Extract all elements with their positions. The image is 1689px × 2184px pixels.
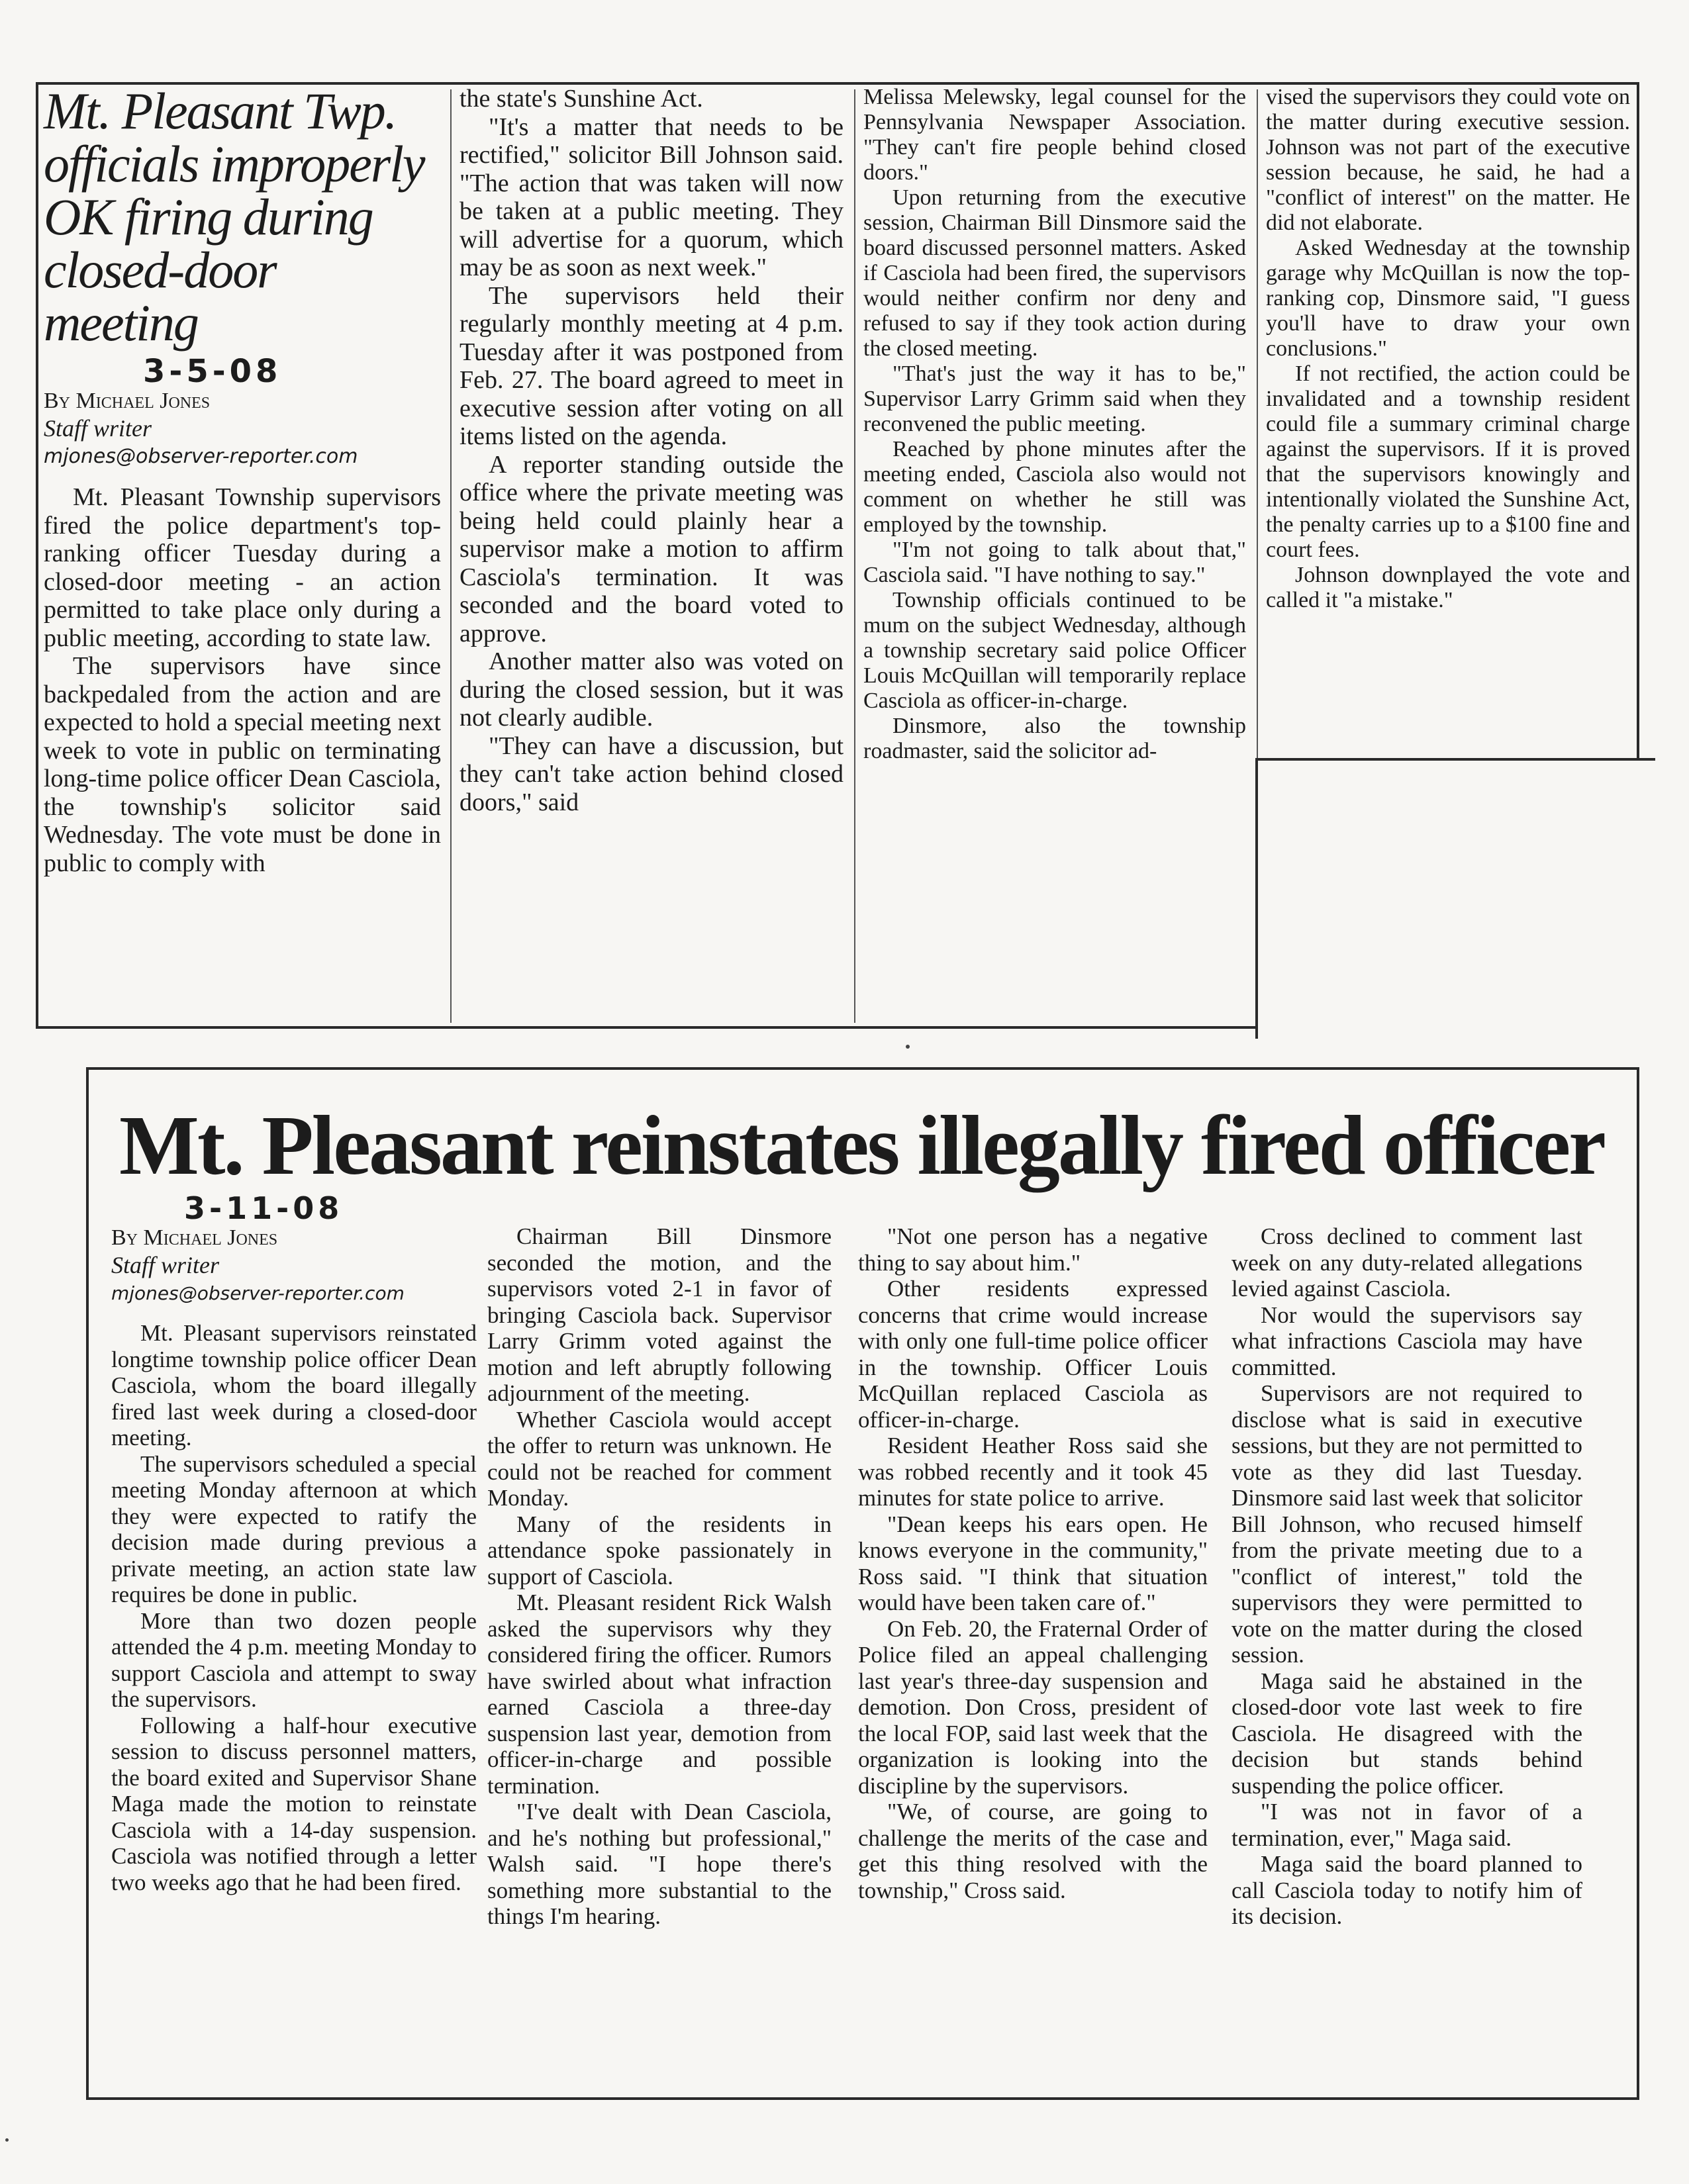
paragraph: Johnson downplayed the vote and called it "a mistake." [1266,563,1630,612]
paragraph: "We, of course, are going to challenge the merits of the case and get this thing resolved with the township," Cross said. [858,1799,1208,1903]
paragraph: Resident Heather Ross said she was robbed recently and it took 45 minutes for state police to arrive. [858,1433,1208,1511]
paragraph: The supervisors have since backpedaled from the action and are expected to hold a special meeting next week to vote in public on terminating long-time police officer Dean Casciola, the township's solicitor said Wednesday. The vote must be done in public to comply with [44,652,441,877]
paragraph: "I've dealt with Dean Casciola, and he's nothing but professional," Walsh said. "I hope there's something more substantial to the things I'm hearing. [487,1799,832,1929]
column-rule [450,89,452,1023]
paragraph: Maga said the board planned to call Casciola today to notify him of its decision. [1231,1851,1582,1929]
paragraph: "I'm not going to talk about that," Casciola said. "I have nothing to say." [863,538,1246,587]
article-2-column-2 [487,1223,832,1930]
article-1-column-2 [459,85,844,816]
paragraph: Following a half-hour executive session to discuss personnel matters, the board exited and Supervisor Shane Maga made the motion to reinstate Casciola with a 14-day suspension. Casciola was notified through a letter two weeks ago that he had been fired. [111,1712,477,1895]
paragraph: the state's Sunshine Act. [459,85,703,113]
article-2-staff-role: Staff writer [111,1252,220,1278]
article-1-email: mjones@observer-reporter.com [44,445,358,468]
article-2-column-3 [858,1223,1208,1903]
column-rule [854,89,855,1023]
article-2-byline: By Michael Jones [111,1225,278,1250]
paragraph: Many of the residents in attendance spoke passionately in support of Casciola. [487,1511,832,1590]
paragraph: The supervisors scheduled a special meeting Monday afternoon at which they were expected to ratify the decision made during previous a private meeting, an action state law requires be done in public. [111,1450,477,1607]
paragraph: Melissa Melewsky, legal counsel for the Pennsylvania Newspaper Association. "They can't fire people behind closed doors." [863,85,1246,185]
paragraph: Mt. Pleasant supervisors reinstated longtime township police officer Dean Casciola, whom the board illegally fired last week during a closed-door meeting. [111,1320,477,1450]
article-1-column-3 [863,85,1246,764]
scan-speck [5,2138,9,2142]
paragraph: Whether Casciola would accept the offer to return was unknown. He could not be reached for comment Monday. [487,1406,832,1511]
paragraph: Mt. Pleasant resident Rick Walsh asked the supervisors why they considered firing the officer. Rumors have swirled about what infraction earned Casciola a three-day suspension last year, demotion from officer-in-charge and possible termination. [487,1590,832,1799]
paragraph: Other residents expressed concerns that crime would increase with only one full-time police officer in the township. Officer Louis McQuillan replaced Casciola as officer-in-charge. [858,1276,1208,1433]
paragraph: Supervisors are not required to disclose what is said in executive sessions, but they are not permitted to vote as they did last Tuesday. Dinsmore said last week that solicitor Bill Johnson, who recused himself from the private meeting due to a "conflict of interest," told the supervisors they were permitted to vote on the matter during the closed session. [1231,1380,1582,1668]
paragraph: Another matter also was voted on during the closed session, but it was not clearly audible. [459,647,844,732]
paragraph: On Feb. 20, the Fraternal Order of Police filed an appeal challenging last year's three-day suspension and demotion. Don Cross, president of the local FOP, said last week that the organization is looking into the discipline by the supervisors. [858,1615,1208,1799]
paragraph: "That's just the way it has to be," Supervisor Larry Grimm said when they reconvened the public meeting. [863,361,1246,436]
paragraph: Mt. Pleasant Township supervisors fired the police department's top-ranking officer Tuesday during a closed-door meeting - an action permitted to take place only during a public meeting, according to state law. [44,483,441,652]
paragraph: "Dean keeps his ears open. He knows everyone in the community," Ross said. "I think that situation would have been taken care of." [858,1511,1208,1615]
paragraph: If not rectified, the action could be invalidated and a township resident could file a summary criminal charge against the supervisors. If it is proved that the supervisors knowingly and intentionally violated the Sunshine Act, the penalty carries up to a $100 fine and court fees. [1266,361,1630,562]
paragraph: Nor would the supervisors say what infractions Casciola may have committed. [1231,1302,1582,1380]
paragraph: vised the supervisors they could vote on the matter during executive session. Johnson was not part of the executive session because, he said, he had a "conflict of interest" on the matter. He did not elaborate. [1266,85,1630,235]
paragraph: Chairman Bill Dinsmore seconded the motion, and the supervisors voted 2-1 in favor of bringing Casciola back. Supervisor Larry Grimm voted against the motion and left abruptly following adjournment of the meeting. [487,1223,832,1406]
paragraph: Maga said he abstained in the closed-door vote last week to fire Casciola. He disagreed with the decision but stands behind suspending the police officer. [1231,1668,1582,1799]
paragraph: Township officials continued to be mum on the subject Wednesday, although a township secretary said police Officer Louis McQuillan will temporarily replace Casciola as officer-in-charge. [863,588,1246,713]
paragraph: Upon returning from the executive session, Chairman Bill Dinsmore said the board discussed personnel matters. Asked if Casciola had been fired, the supervisors would neither confirm nor deny and refused to say if they took action during the closed meeting. [863,185,1246,361]
clipping-notch [1255,758,1655,1039]
paragraph: Asked Wednesday at the township garage why McQuillan is now the top-ranking cop, Dinsmore said, "I guess you'll have to draw your own conclusions." [1266,236,1630,361]
article-1-headline: Mt. Pleasant Twp. officials improperly OK firing during closed-door meeting [44,82,424,352]
article-2-email: mjones@observer-reporter.com [111,1282,405,1304]
article-2-column-4 [1231,1223,1582,1930]
paragraph: "They can have a discussion, but they can't take action behind closed doors," said [459,732,844,816]
paragraph: "It's a matter that needs to be rectified," solicitor Bill Johnson said. "The action that was taken will now be taken at a public meeting. They will advertise for a quorum, which may be as soon as next week." [459,113,844,281]
article-1-column-1 [44,82,441,877]
article-1-handwritten-date: 3-5-08 [143,353,282,390]
paragraph: A reporter standing outside the office where the private meeting was being held could plainly hear a supervisor make a motion to affirm Casciola's termination. It was seconded and the board voted to approve. [459,450,844,647]
column-rule [1257,89,1258,758]
scan-speck [906,1045,910,1049]
article-2-headline: Mt. Pleasant reinstates illegally fired officer [119,1098,1604,1192]
paragraph: Dinsmore, also the township roadmaster, said the solicitor ad- [863,714,1246,763]
article-2-column-1 [111,1192,477,1895]
article-1-column-4 [1266,85,1630,613]
article-2-handwritten-date: 3-11-08 [184,1190,344,1226]
paragraph: Cross declined to comment last week on any duty-related allegations levied against Casciola. [1231,1223,1582,1302]
paragraph: Reached by phone minutes after the meeting ended, Casciola also would not comment on whether he still was employed by the township. [863,437,1246,537]
paragraph: "Not one person has a negative thing to say about him." [858,1223,1208,1276]
paragraph: The supervisors held their regularly monthly meeting at 4 p.m. Tuesday after it was postponed from Feb. 27. The board agreed to meet in executive session after voting on all items listed on the agenda. [459,281,844,450]
paragraph: More than two dozen people attended the 4 p.m. meeting Monday to support Casciola and attempt to sway the supervisors. [111,1607,477,1712]
paragraph: "I was not in favor of a termination, ever," Maga said. [1231,1799,1582,1851]
article-1-staff-role: Staff writer [44,415,152,442]
article-1-byline: By Michael Jones [44,389,211,413]
